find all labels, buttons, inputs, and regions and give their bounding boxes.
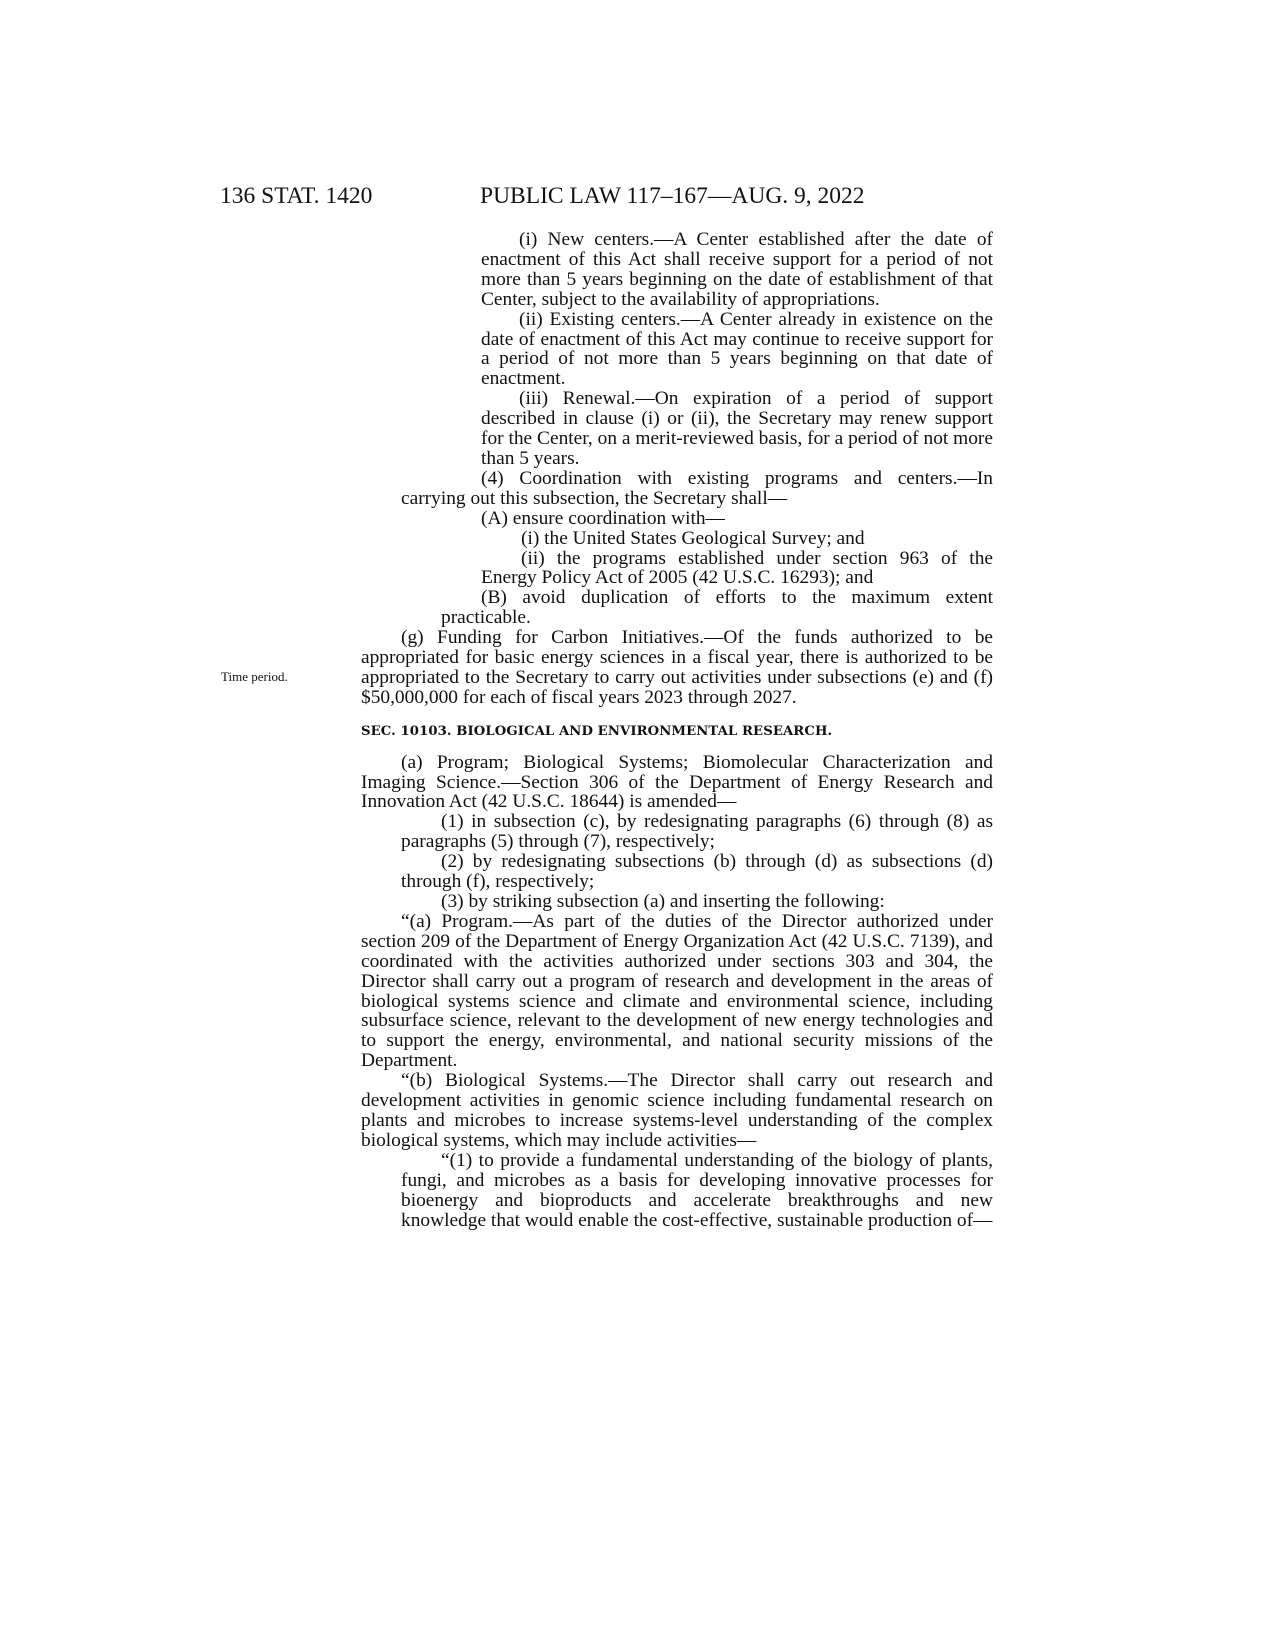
section-heading: SEC. 10103. BIOLOGICAL AND ENVIRONMENTAL RESEARCH. — [361, 723, 833, 739]
subparagraph-b-avoid-duplication: (B) avoid duplication of efforts to the maximum extent practicable. — [441, 587, 993, 629]
clause-ii-existing-centers: (ii) Existing centers.—A Center already in existence on the date of enactment of this Act may continue to receive support for a period of not more than 5 years beginning on that date of enactment. — [481, 308, 993, 390]
statute-page-number: 136 STAT. 1420 — [220, 183, 373, 209]
clause-ii-programs: (ii) the programs established under section 963 of the Energy Policy Act of 2005 (42 U.S.C. 16293); and — [481, 547, 993, 589]
subparagraph-a-coordination: (A) ensure coordination with— — [481, 507, 725, 529]
amendment-1: (1) in subsection (c), by redesignating paragraphs (6) through (8) as paragraphs (5) through (7), respectively; — [401, 811, 993, 853]
margin-note: Time period. — [221, 669, 288, 684]
paragraph-4-coordination: (4) Coordination with existing programs and centers.—In carrying out this subsection, the Secretary shall— — [401, 467, 993, 509]
subsection-g-funding: (g) Funding for Carbon Initiatives.—Of the funds authorized to be appropriated for basic energy sciences in a fiscal year, there is authorized to be appropriated to the Secretary to carry out activities under subsections (e) and (f) $50,000,000 for each of fiscal years 2023 through 2027. — [361, 627, 993, 708]
document-body — [361, 230, 993, 1230]
clause-i-usgs: (i) the United States Geological Survey; and — [521, 527, 865, 549]
inserted-a-program: “(a) Program.—As part of the duties of the Director authorized under section 209 of the Department of Energy Organization Act (42 U.S.C. 7139), and coordinated with the activities authorized under sections 303 and 304, the Director shall carry out a program of research and development in the areas of biological systems science and climate and environmental science, including subsurface science, relevant to the development of new energy technologies and to support the energy, environmental, and national security missions of the Department. — [361, 910, 993, 1072]
public-law-title: PUBLIC LAW 117–167—AUG. 9, 2022 — [480, 183, 865, 209]
inserted-b-biological-systems: “(b) Biological Systems.—The Director shall carry out research and development activities in genomic science including fundamental research on plants and microbes to increase systems-level understanding of the complex biological systems, which may include activities— — [361, 1070, 993, 1151]
amendment-2: (2) by redesignating subsections (b) through (d) as subsections (d) through (f), respectively; — [401, 851, 993, 893]
subsection-a-program: (a) Program; Biological Systems; Biomolecular Characterization and Imaging Science.—Section 306 of the Department of Energy Research and Innovation Act (42 U.S.C. 18644) is amended— — [361, 751, 993, 813]
amendment-3: (3) by striking subsection (a) and inserting the following: — [441, 891, 885, 912]
clause-i-new-centers: (i) New centers.—A Center established after the date of enactment of this Act shall receive support for a period of not more than 5 years beginning on the date of establishment of that Center, subject to the availability of appropriations. — [481, 229, 993, 310]
page-header — [220, 183, 1000, 213]
inserted-b-1: “(1) to provide a fundamental understanding of the biology of plants, fungi, and microbes as a basis for developing innovative processes for bioenergy and bioproducts and accelerate breakthroughs and new knowledge that would enable the cost-effective, sustainable production of— — [401, 1149, 993, 1231]
clause-iii-renewal: (iii) Renewal.—On expiration of a period of support described in clause (i) or (ii), the Secretary may renew support for the Center, on a merit-reviewed basis, for a period of not more than 5 years. — [481, 388, 993, 469]
